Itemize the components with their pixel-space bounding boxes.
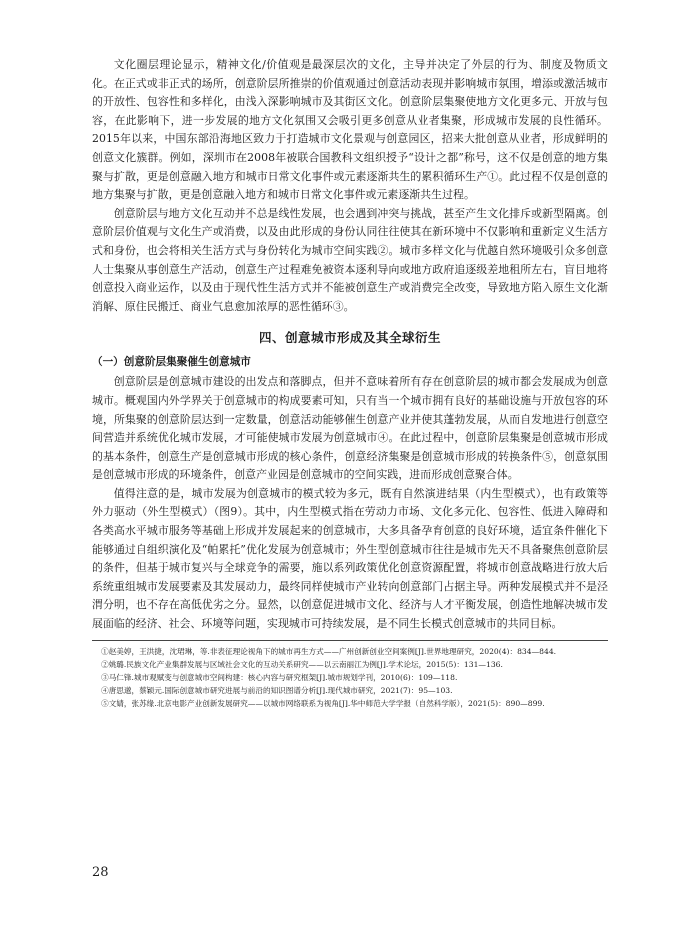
body-paragraph: 值得注意的是，城市发展为创意城市的模式较为多元，既有自然演进结果（内生型模式），也有政策等外力驱动（外生型模式）（图9）。其中，内生型模式指在劳动力市场、文化多元化、包容性、低进入障碍和各类高水平城市服务等基础上形成并发展起来的创意城市，大多具备孕育创意的良好环境，适宜条件催化下能够通过自组织演化及“帕累托”优化发展为创意城市；外生型创意城市往往是城市先天不具备聚焦创意阶层的条件，但基于城市复兴与全球竞争的需要，施以系列政策优化创意资源配置，将城市创意战略进行放大后系统重组城市发展要素及其发展动力，最终同样使城市产业转向创意部门占据主导。两种发展模式并不是泾渭分明，也不存在高低优劣之分。显然，以创意促进城市文化、经济与人才平衡发展，创造性地解决城市发展面临的经济、社会、环境等问题，实现城市可持续发展，是不同生长模式创意城市的共同目标。 (92, 486, 608, 631)
body-paragraph: 创意阶层与地方文化互动并不总是线性发展，也会遇到冲突与挑战，甚至产生文化排斥或新型隔离。创意阶层价值观与文化生产或消费，以及由此形成的身份认同往往使其在新环境中不仅影响和重新定义生活方式和身份，也会将相关生活方式与身份转化为城市空间实践②。城市多样文化与优越自然环境吸引众多创意人士集聚从事创意生产活动，创意生产过程难免被资本逐利导向或地方政府追逐级差地租所左右，盲目地将创意投入商业运作，以及由于现代性生活方式并不能被创意生产或消费完全改变，导致地方陷入原生文化渐消解、原住民搬迁、商业气息愈加浓厚的恶性循环③。 (92, 206, 608, 313)
footnote: ③马仁锋.城市观赋变与创意城市空间构建：核心内容与研究框架[J].城市规划学刊，2010(6)：109—118. (101, 673, 458, 683)
footnote: ①赵美婷，王洪捷，沈珺琳，等.非表征理论视角下的城市再生方式——广州创新创业空间案例[J].世界地理研究，2020(4)：834—844. (101, 646, 557, 656)
footnote: ④唐思邈，蔡颖元.国际创意城市研究进展与前沿的知识图谱分析[J].现代城市研究，2021(7)：95—103. (101, 686, 453, 696)
section-heading: 四、创意城市形成及其全球衍生 (258, 330, 441, 346)
footnote: ②姚璐.民族文化产业集群发展与区域社会文化的互动关系研究——以云南丽江为例[J].学术论坛，2015(5)：131—136. (101, 659, 503, 669)
footnote: ⑤文婧，张苏缘.北京电影产业创新发展研究——以城市网络联系为视角[J].华中师范大学学报（自然科学版），2021(5)：890—899. (101, 699, 545, 709)
page-number: 28 (92, 865, 109, 880)
body-paragraph: 文化圈层理论显示，精神文化/价值观是最深层次的文化，主导并决定了外层的行为、制度及物质文化。在正式或非正式的场所，创意阶层所推崇的价值观通过创意活动表现并影响城市氛围，增添或激活城市的开放性、包容性和多样化，由浅入深影响城市及其街区文化。创意阶层集聚使地方文化更多元、开放与包容，在此影响下，进一步发展的地方文化氛围又会吸引更多创意从业者集聚，形成城市发展的良性循环。2015年以来，中国东部沿海地区致力于打造城市文化景观与创意园区，招来大批创意从业者，形成鲜明的创意文化簇群。例如，深圳市在2008年被联合国教科文组织授予“设计之都”称号，这不仅是创意的地方集聚与扩散，更是创意融入地方和城市日常文化事件或元素逐渐共生的累积循环生产①。此过程不仅是创意的地方集聚与扩散，更是创意融入地方和城市日常文化事件或元素逐渐共生过程。 (92, 58, 608, 202)
page-body (92, 56, 608, 711)
subsection-heading: （一）创意阶层集聚催生创意城市 (92, 356, 251, 369)
body-paragraph: 创意阶层是创意城市建设的出发点和落脚点，但并不意味着所有存在创意阶层的城市都会发展成为创意城市。概观国内外学界关于创意城市的构成要素可知，只有当一个城市拥有良好的基础设施与开放包容的环境，所集聚的创意阶层达到一定数量，创意活动能够催生创意产业并使其蓬勃发展，从而自发地进行创意空间营造并系统优化城市发展，才可能使城市发展为创意城市④。在此过程中，创意阶层集聚是创意城市形成的基本条件，创意生产是创意城市形成的核心条件，创意经济集聚是创意城市形成的转换条件⑤，创意氛围是创意城市形成的环境条件，创意产业园是创意城市的空间实践，进而形成创意聚合体。 (92, 375, 608, 482)
footnotes (92, 640, 608, 711)
